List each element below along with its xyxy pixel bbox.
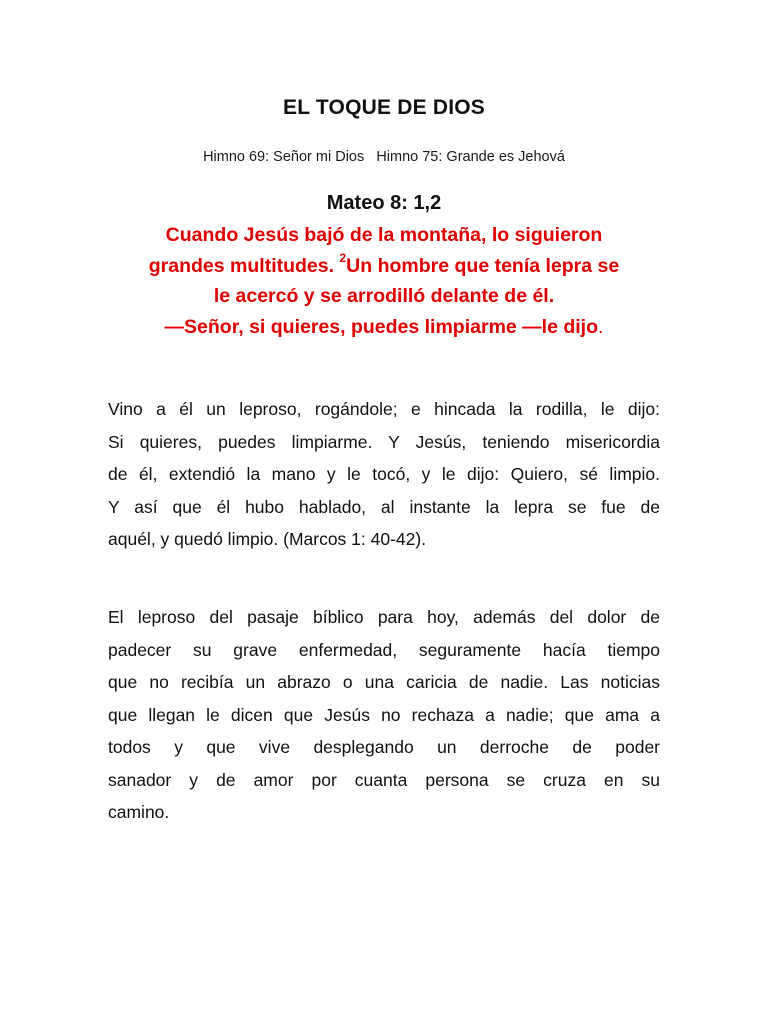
verse-line-2-end: Un hombre que tenía lepra se	[346, 254, 620, 277]
paragraph-1-line: Vino a él un leproso, rogándole; e hincada la rodilla, le dijo:	[108, 399, 660, 419]
scripture-verse	[80, 220, 688, 342]
verse-line-4-period: .	[598, 315, 604, 338]
paragraph-2-line: El leproso del pasaje bíblico para hoy, además del dolor de	[108, 607, 660, 627]
paragraph-1	[108, 393, 660, 556]
paragraph-1-line: Si quieres, puedes limpiarme. Y Jesús, teniendo misericordia	[108, 431, 660, 452]
paragraph-2-line: todos y que vive desplegando un derroche de poder	[108, 737, 660, 757]
document-title: EL TOQUE DE DIOS	[283, 96, 485, 119]
verse-line-1: Cuando Jesús bajó de la montaña, lo siguieron	[165, 224, 603, 246]
paragraph-1-line: de él, extendió la mano y le tocó, y le dijo: Quiero, sé limpio.	[108, 464, 660, 484]
paragraph-1-line: Y así que él hubo hablado, al instante la lepra se fue de	[108, 496, 660, 517]
paragraph-2	[108, 601, 660, 829]
verse-line-2	[80, 251, 688, 282]
verse-line-3: le acercó y se arrodilló delante de él.	[213, 285, 555, 307]
scripture-reference: Mateo 8: 1,2	[326, 192, 442, 214]
verse-line-2-start: grandes multitudes.	[148, 254, 340, 277]
paragraph-2-line: que no recibía un abrazo o una caricia de nadie. Las noticias	[108, 672, 660, 692]
paragraph-1-line: aquél, y quedó limpio. (Marcos 1: 40-42).	[108, 529, 427, 549]
verse-line-4-text: —Señor, si quieres, puedes limpiarme —le dijo	[164, 315, 599, 338]
paragraph-2-line: sanador y de amor por cuanta persona se cruza en su	[108, 769, 660, 790]
paragraph-2-line: que llegan le dicen que Jesús no rechaza a nadie; que ama a	[108, 704, 660, 725]
hymn-references: Himno 69: Señor mi Dios Himno 75: Grande es Jehová	[203, 149, 565, 165]
verse-line-4	[80, 312, 688, 343]
verse-number: 2	[339, 251, 347, 265]
paragraph-2-line: camino.	[108, 802, 170, 822]
paragraph-2-line: padecer su grave enfermedad, seguramente hacía tiempo	[108, 639, 660, 660]
